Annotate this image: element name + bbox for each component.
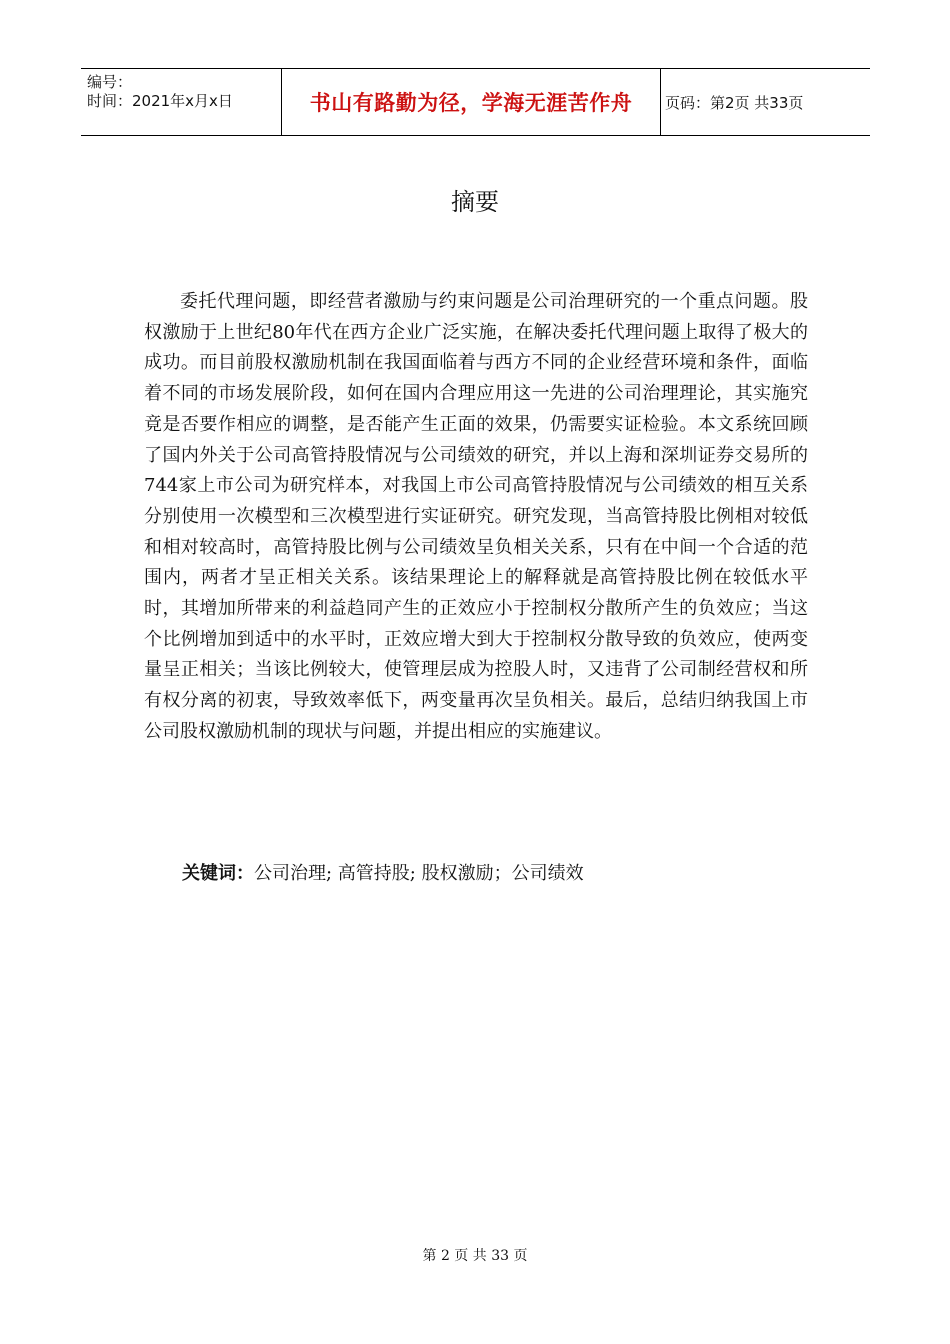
header-page-info: 页码：第2页 共33页 bbox=[665, 93, 804, 112]
keywords-label: 关键词： bbox=[182, 863, 254, 884]
keywords-text: 公司治理; 高管持股; 股权激励；公司绩效 bbox=[254, 863, 584, 884]
page-title: 摘要 bbox=[451, 188, 499, 216]
keywords-line bbox=[182, 860, 584, 888]
page-header bbox=[81, 68, 870, 136]
document-time: 时间：2021年x月x日 bbox=[87, 92, 233, 110]
document-number: 编号： bbox=[87, 73, 133, 91]
header-page-info-cell bbox=[661, 69, 870, 135]
header-motto-cell bbox=[281, 69, 661, 135]
page-footer: 第 2 页 共 33 页 bbox=[422, 1248, 528, 1264]
abstract-paragraph: 委托代理问题，即经营者激励与约束问题是公司治理研究的一个重点问题。股权激励于上世纪80年代在西方企业广泛实施，在解决委托代理问题上取得了极大的成功。而目前股权激励机制在我国面临着与西方不同的企业经营环境和条件，面临着不同的市场发展阶段，如何在国内合理应用这一先进的公司治理理论，其实施究竟是否要作相应的调整，是否能产生正面的效果，仍需要实证检验。本文系统回顾了国内外关于公司高管持股情况与公司绩效的研究，并以上海和深圳证券交易所的744家上市公司为研究样本，对我国上市公司高管持股情况与公司绩效的相互关系分别使用一次模型和三次模型进行实证研究。研究发现，当高管持股比例相对较低和相对较高时，高管持股比例与公司绩效呈负相关关系，只有在中间一个合适的范围内，两者才呈正相关关系。该结果理论上的解释就是高管持股比例在较低水平时，其增加所带来的利益趋同产生的正效应小于控制权分散所产生的负效应；当这个比例增加到适中的水平时，正效应增大到大于控制权分散导致的负效应，使两变量呈正相关；当该比例较大，使管理层成为控股人时，又违背了公司制经营权和所有权分离的初衷，导致效率低下，两变量再次呈负相关。最后，总结归纳我国上市公司股权激励机制的现状与问题，并提出相应的实施建议。 bbox=[144, 291, 808, 742]
header-motto: 书山有路勤为径，学海无涯苦作舟 bbox=[309, 91, 633, 115]
header-meta bbox=[81, 69, 281, 135]
